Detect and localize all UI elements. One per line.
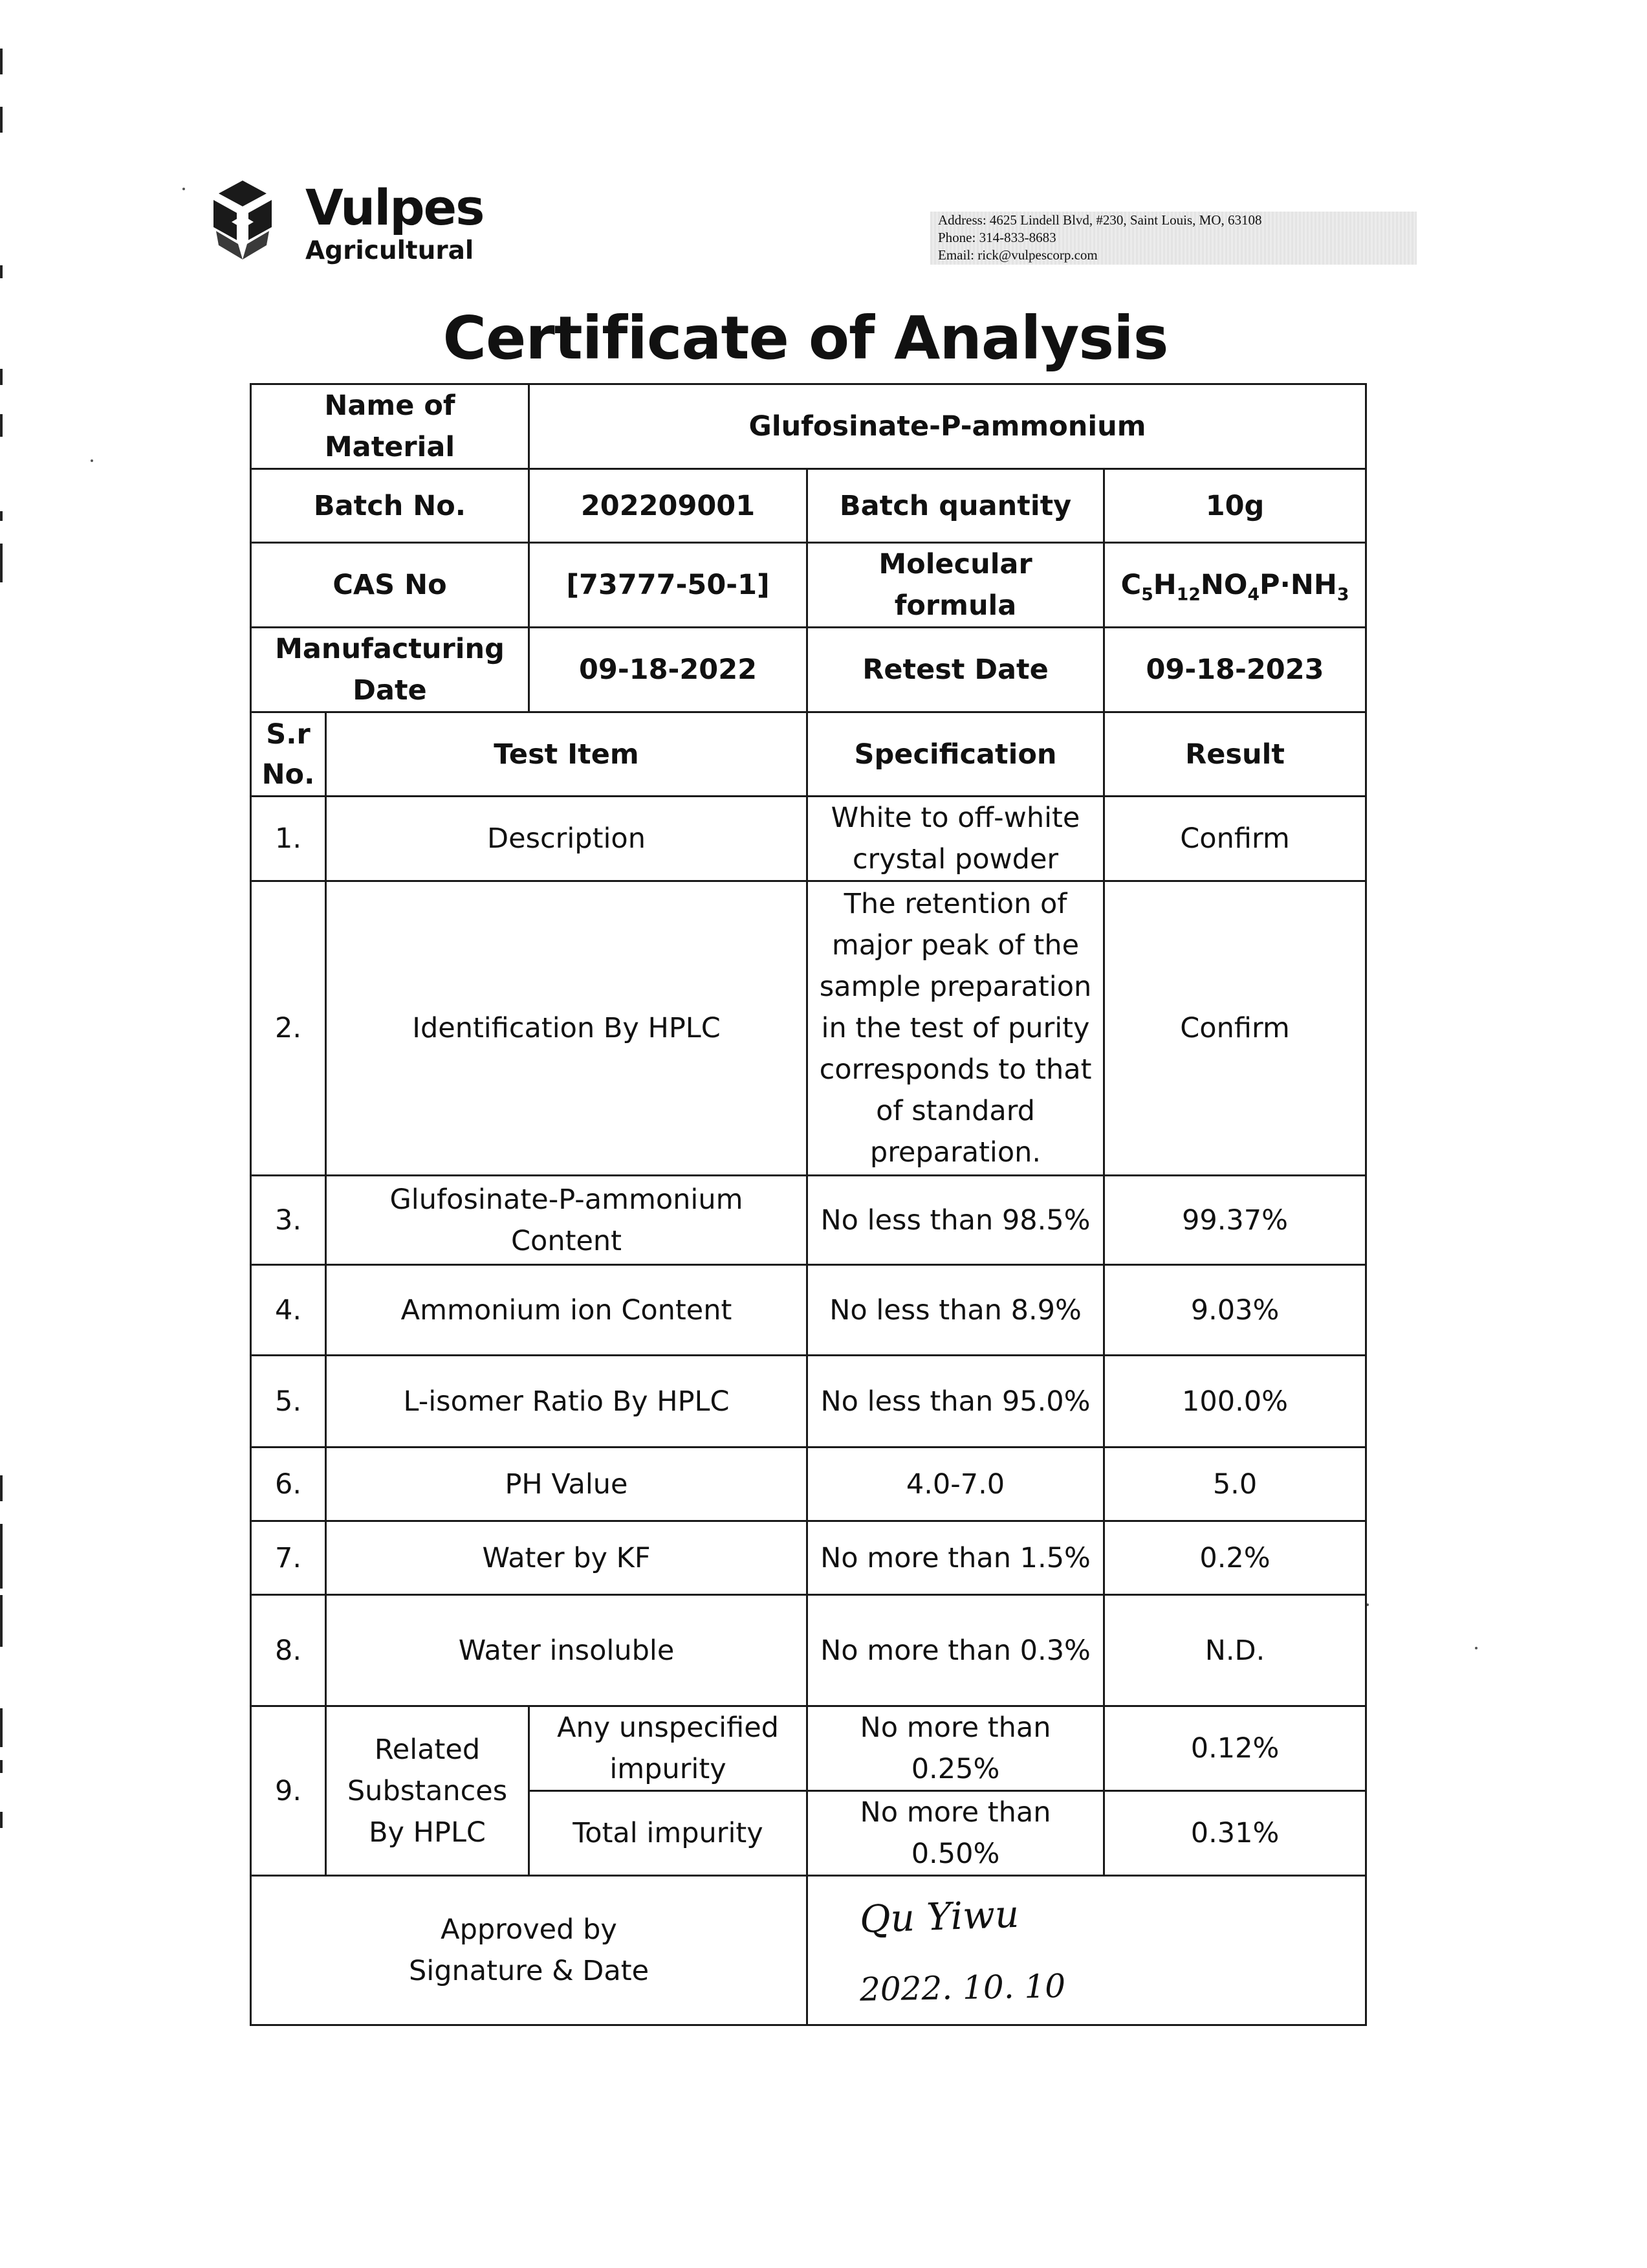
test-specification: No more than 0.3% [807,1595,1104,1706]
approval-row [251,1876,1366,2025]
test-result: 0.2% [1104,1521,1366,1595]
test-result: 9.03% [1104,1265,1366,1356]
col-header-specification: Specification [807,712,1104,797]
signature-date-label: Signature & Date [408,1955,649,1987]
scan-mark [0,1595,3,1647]
scan-speck [91,459,93,462]
table-row [251,797,1366,881]
related-substances-group: Related Substances By HPLC [326,1706,529,1876]
table-row [251,1448,1366,1521]
test-item: Water by KF [326,1521,807,1595]
approved-by-label: Approved by [441,1913,617,1946]
address-block [930,212,1417,265]
test-number: 9. [251,1706,326,1876]
test-result: 0.31% [1104,1791,1366,1876]
dates-row [251,628,1366,712]
scan-mark [0,1708,3,1747]
quantity-label: Batch quantity [807,469,1104,543]
table-row [251,1265,1366,1356]
test-specification: 4.0-7.0 [807,1448,1104,1521]
test-item: Ammonium ion Content [326,1265,807,1356]
test-number: 7. [251,1521,326,1595]
table-row [251,1706,1366,1791]
test-specification: No less than 8.9% [807,1265,1104,1356]
table-row [251,1356,1366,1448]
brand-name: Vulpes [305,179,484,236]
signature-cell [807,1876,1366,2025]
material-row [251,384,1366,469]
test-item: Any unspecified impurity [529,1706,807,1791]
test-number: 4. [251,1265,326,1356]
scan-speck [182,188,185,190]
batch-label: Batch No. [251,469,529,543]
col-header-result: Result [1104,712,1366,797]
scan-mark [0,1524,3,1589]
test-item: Description [326,797,807,881]
test-result: N.D. [1104,1595,1366,1706]
test-result: 99.37% [1104,1176,1366,1265]
test-result: Confirm [1104,797,1366,881]
test-item: Total impurity [529,1791,807,1876]
manufacturing-date-label: Manufacturing Date [251,628,529,712]
scan-speck [1475,1647,1478,1649]
test-specification: No more than 0.50% [807,1791,1104,1876]
formula-label: Molecular formula [807,543,1104,628]
scan-mark [0,1812,3,1828]
test-item: L-isomer Ratio By HPLC [326,1356,807,1448]
test-specification: No less than 95.0% [807,1356,1104,1448]
material-name-value: Glufosinate-P-ammonium [529,384,1366,469]
test-result: Confirm [1104,881,1366,1176]
test-item: Identification By HPLC [326,881,807,1176]
cas-row [251,543,1366,628]
retest-date-value: 09-18-2023 [1104,628,1366,712]
test-specification: White to off-white crystal powder [807,797,1104,881]
test-number: 3. [251,1176,326,1265]
test-result: 100.0% [1104,1356,1366,1448]
scan-mark [0,369,3,385]
email-line: Email: rick@vulpescorp.com [938,247,1098,263]
test-specification: No more than 0.25% [807,1706,1104,1791]
material-name-label: Name of Material [251,384,529,469]
table-row [251,881,1366,1176]
test-number: 1. [251,797,326,881]
batch-row [251,469,1366,543]
scan-mark [0,414,3,437]
address-line: Address: 4625 Lindell Blvd, #230, Saint Louis, MO, 63108 [938,212,1262,228]
cas-label: CAS No [251,543,529,628]
scan-mark [0,49,3,74]
test-result: 5.0 [1104,1448,1366,1521]
scan-mark [0,544,3,582]
col-header-sr: S.r No. [251,712,326,797]
phone-line: Phone: 314-833-8683 [938,230,1056,245]
test-item: Water insoluble [326,1595,807,1706]
retest-date-label: Retest Date [807,628,1104,712]
batch-value: 202209001 [529,469,807,543]
test-item: PH Value [326,1448,807,1521]
scan-mark [0,1760,3,1773]
formula-value: $C_5H_{12}NO_4P\cdot NH_3$ [1104,543,1366,628]
test-number: 6. [251,1448,326,1521]
quantity-value: 10g [1104,469,1366,543]
column-header-row [251,712,1366,797]
test-item: Glufosinate-P-ammonium Content [326,1176,807,1265]
table-row [251,1595,1366,1706]
scan-mark [0,107,3,133]
handwritten-date: 2022. 10. 10 [859,1967,1066,2009]
approval-label-cell [251,1876,807,2025]
analysis-table [250,383,1367,2026]
page-title: Certificate of Analysis [442,303,1168,373]
table-row [251,1176,1366,1265]
test-specification: The retention of major peak of the sample preparation in the test of purity corresponds to that of standard preparation. [807,881,1104,1176]
test-number: 2. [251,881,326,1176]
scan-mark [0,265,3,278]
handwritten-signature: Qu Yiwu [858,1891,1020,1942]
test-number: 5. [251,1356,326,1448]
cas-value: [73777-50-1] [529,543,807,628]
manufacturing-date-value: 09-18-2022 [529,628,807,712]
test-specification: No more than 1.5% [807,1521,1104,1595]
test-number: 8. [251,1595,326,1706]
table-row [251,1521,1366,1595]
col-header-test-item: Test Item [326,712,807,797]
scan-mark [0,511,3,521]
test-specification: No less than 98.5% [807,1176,1104,1265]
test-result: 0.12% [1104,1706,1366,1791]
scan-mark [0,1475,3,1501]
brand-subtitle: Agricultural [305,236,474,265]
vulpes-logo-icon [207,178,278,262]
